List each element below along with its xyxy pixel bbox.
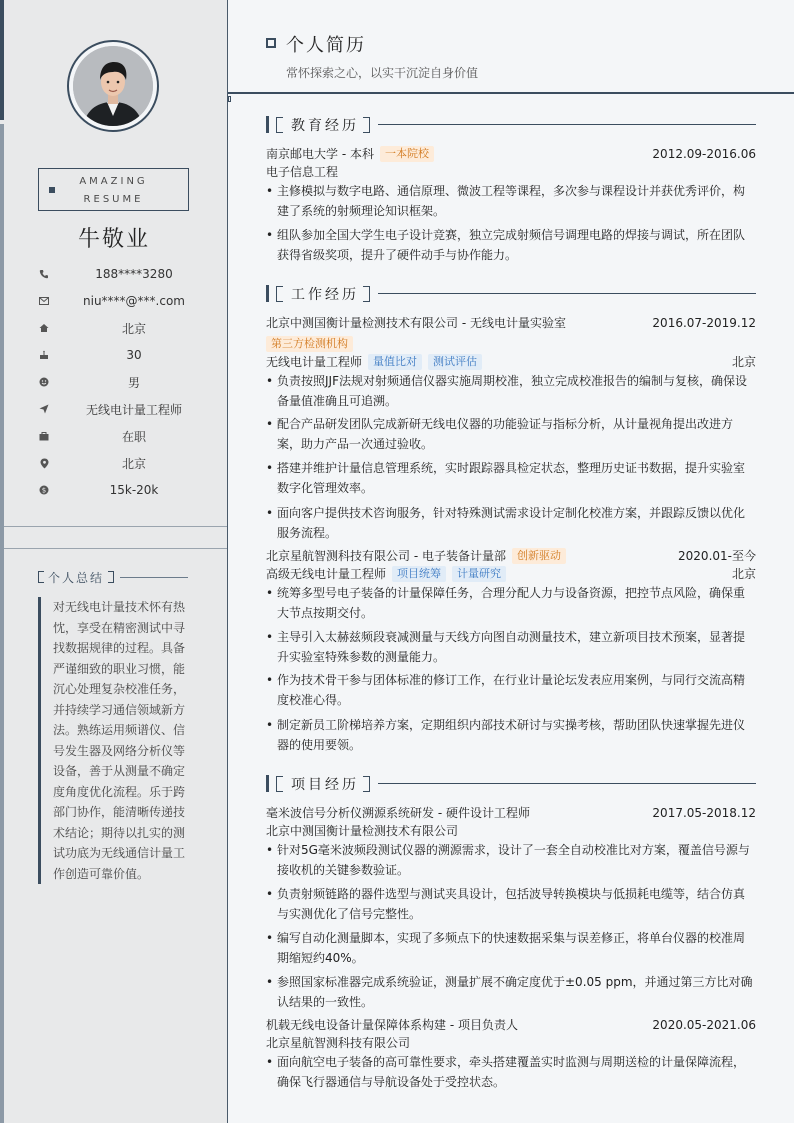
bracket-left-icon [276, 286, 283, 302]
bracket-right-icon [363, 776, 370, 792]
job-company: 北京星航智测科技有限公司 - 电子装备计量部 [266, 549, 506, 563]
summary-title: 个人总结 [48, 570, 105, 585]
bracket-left-icon [276, 776, 283, 792]
section-rule [378, 124, 756, 125]
job-bullet: • 作为技术骨干参与团体标准的修订工作，在行业计量论坛发表应用案例，与同行交流高精度校准心得。 [266, 670, 756, 710]
company-tag: 创新驱动 [512, 548, 566, 564]
section-heading-education [266, 116, 756, 133]
job-role: 高级无线电计量工程师 [266, 567, 387, 581]
role-tag: 计量研究 [452, 566, 506, 582]
amazing-resume-box [38, 168, 189, 211]
job-bullet: • 搭建并维护计量信息管理系统，实时跟踪器具检定状态，整理历史证书数据，提升实验室数字化管理效率。 [266, 458, 756, 498]
project-bullet: • 负责射频链路的器件选型与测试夹具设计，包括波导转换模块与低损耗电缆等，结合仿真与实测优化了信号完整性。 [266, 884, 756, 924]
info-age [30, 345, 210, 365]
section-bar [266, 285, 269, 302]
project-header [266, 1016, 756, 1033]
role-tag: 测试评估 [428, 354, 482, 370]
job-period: 2016.07-2019.12 [652, 315, 756, 330]
sidebar-edge-stripe [0, 124, 4, 1123]
heading-rule [120, 577, 188, 578]
page-title: 个人简历 [286, 35, 366, 56]
candidate-name: 牛敬业 [77, 227, 150, 252]
svg-text:$: $ [41, 486, 47, 495]
role-tag: 项目统筹 [392, 566, 446, 582]
company-tag: 第三方检测机构 [266, 336, 353, 352]
phone-icon [30, 269, 58, 279]
job-bullet: • 负责按照JJF法规对射频通信仪器实施周期校准，独立完成校准报告的编制与复核，确保设备量值准确且可追溯。 [266, 371, 756, 411]
school-name: 南京邮电大学 - 本科 [266, 147, 374, 161]
section-rule [378, 293, 756, 294]
job-period: 2020.01-至今 [678, 549, 756, 563]
section-bar [266, 775, 269, 792]
sidebar [0, 0, 228, 1123]
project-org: 北京中测国衡计量检测技术有限公司 [266, 824, 459, 838]
job-role: 无线电计量工程师 [266, 355, 363, 369]
project-org-row [266, 1034, 756, 1051]
summary-heading [38, 570, 188, 584]
role-tag: 量值比对 [368, 354, 422, 370]
job-company: 北京中测国衡计量检测技术有限公司 - 无线电计量实验室 [266, 316, 566, 330]
section-title: 项目经历 [291, 776, 359, 793]
smile-icon [30, 377, 58, 387]
header-rule [228, 92, 794, 94]
info-salary [30, 480, 210, 500]
age-value: 30 [126, 348, 142, 362]
summary-text: 对无线电计量技术怀有热忱，享受在精密测试中寻找数据规律的过程。具备严谨细致的职业习惯，能沉心处理复杂校准任务，并持续学习通信领域新方法。熟练运用频谱仪、信号发生器及网络分析仪等设备，善于从测量不确定度角度优化流程。乐于跨部门协作，能清晰传递技术结论；期待以扎实的测试功底为无线通信计量工作创造可靠价值。 [38, 597, 186, 884]
section-heading-work [266, 285, 756, 302]
section-rule [378, 783, 756, 784]
job-bullet: • 制定新员工阶梯培养方案，定期组织内部技术研讨与实操考核，帮助团队快速掌握先进仪器的使用要领。 [266, 715, 756, 755]
bracket-right-icon [363, 117, 370, 133]
send-icon [30, 404, 58, 414]
gender-value: 男 [127, 375, 140, 390]
title-square-icon [266, 38, 276, 48]
job-role-row [266, 353, 756, 370]
home-icon [30, 323, 58, 333]
phone-value: 188****3280 [95, 267, 173, 281]
section-title: 教育经历 [291, 117, 359, 134]
job-bullet: • 配合产品研发团队完成新研无线电仪器的功能验证与指标分析，从计量视角提出改进方案，助力产品一次通过验收。 [266, 414, 756, 454]
project-org: 北京星航智测科技有限公司 [266, 1036, 411, 1050]
project-name: 机载无线电设备计量保障体系构建 - 项目负责人 [266, 1018, 518, 1032]
job-header [266, 547, 756, 564]
city-value: 北京 [121, 456, 146, 471]
education-period: 2012.09-2016.06 [652, 146, 756, 161]
sidebar-edge-accent [0, 0, 4, 120]
section-bar [266, 116, 269, 133]
info-status [30, 426, 210, 446]
section-title: 工作经历 [291, 286, 359, 303]
cake-icon [30, 350, 58, 360]
bracket-right-icon [108, 571, 114, 583]
project-bullet: • 编写自动化测量脚本，实现了多频点下的快速数据采集与误差修正，将单台仪器的校准周期缩短约40%。 [266, 928, 756, 968]
job-role-row [266, 565, 756, 582]
sidebar-divider [4, 526, 227, 527]
job-bullet: • 主导引入太赫兹频段衰减测量与天线方向图自动测量技术，建立新项目技术预案，显著提升实验室特殊参数的测量能力。 [266, 627, 756, 667]
info-home [30, 318, 210, 338]
status-value: 在职 [121, 429, 146, 444]
email-value: niu****@***.com [83, 294, 185, 308]
major: 电子信息工程 [266, 165, 339, 179]
home-value: 北京 [121, 321, 146, 336]
money-icon [30, 485, 58, 495]
project-name: 毫米波信号分析仪溯源系统研发 - 硬件设计工程师 [266, 806, 530, 820]
education-bullet: • 主修模拟与数字电路、通信原理、微波工程等课程，多次参与课程设计并获优秀评价，构建了系统的射频理论知识框架。 [266, 181, 756, 221]
job-tag-row [266, 335, 756, 352]
square-icon [49, 187, 55, 193]
info-gender [30, 372, 210, 392]
project-period: 2017.05-2018.12 [652, 805, 756, 820]
education-major-row [266, 163, 756, 180]
job-bullet: • 统筹多型号电子装备的计量保障任务，合理分配人力与设备资源，把控节点风险，确保重大节点按期交付。 [266, 583, 756, 623]
job-city: 北京 [731, 355, 756, 369]
sidebar-divider [4, 548, 227, 549]
bracket-left-icon [38, 571, 44, 583]
section-heading-projects [266, 775, 756, 792]
project-header [266, 804, 756, 821]
amazing-label: AMAZING [79, 176, 148, 187]
education-header [266, 145, 756, 162]
info-position [30, 399, 210, 419]
position-value: 无线电计量工程师 [85, 402, 182, 417]
bracket-left-icon [276, 117, 283, 133]
info-city [30, 453, 210, 473]
bracket-right-icon [363, 286, 370, 302]
project-bullet: • 面向航空电子装备的高可靠性要求，牵头搭建覆盖实时监测与周期送检的计量保障流程，确保飞行器通信与导航设备处于受控状态。 [266, 1052, 756, 1092]
project-bullet: • 针对5G毫米波频段测试仪器的溯源需求，设计了一套全自动校准比对方案，覆盖信号源与接收机的关键参数验证。 [266, 840, 756, 880]
resume-label: RESUME [83, 194, 144, 205]
info-phone [30, 264, 210, 284]
location-icon [30, 458, 58, 469]
job-city: 北京 [731, 567, 756, 581]
page-subtitle: 常怀探索之心，以实干沉淀自身价值 [286, 66, 479, 80]
briefcase-icon [30, 432, 58, 441]
avatar [73, 46, 153, 126]
education-bullet: • 组队参加全国大学生电子设计竞赛，独立完成射频信号调理电路的焊接与调试，所在团队获得省级奖项，提升了硬件动手与协作能力。 [266, 225, 756, 265]
salary-value: 15k-20k [109, 483, 159, 497]
mail-icon [30, 297, 58, 305]
project-bullet: • 参照国家标准器完成系统验证，测量扩展不确定度优于±0.05 ppm，并通过第三方比对确认结果的一致性。 [266, 972, 756, 1012]
header-tick [228, 96, 231, 102]
avatar-frame [67, 40, 159, 132]
project-period: 2020.05-2021.06 [652, 1017, 756, 1032]
school-tag: 一本院校 [380, 146, 434, 162]
project-org-row [266, 822, 756, 839]
job-bullet: • 面向客户提供技术咨询服务，针对特殊测试需求设计定制化校准方案，并跟踪反馈以优化服务流程。 [266, 503, 756, 543]
info-email [30, 291, 210, 311]
job-header [266, 314, 756, 331]
